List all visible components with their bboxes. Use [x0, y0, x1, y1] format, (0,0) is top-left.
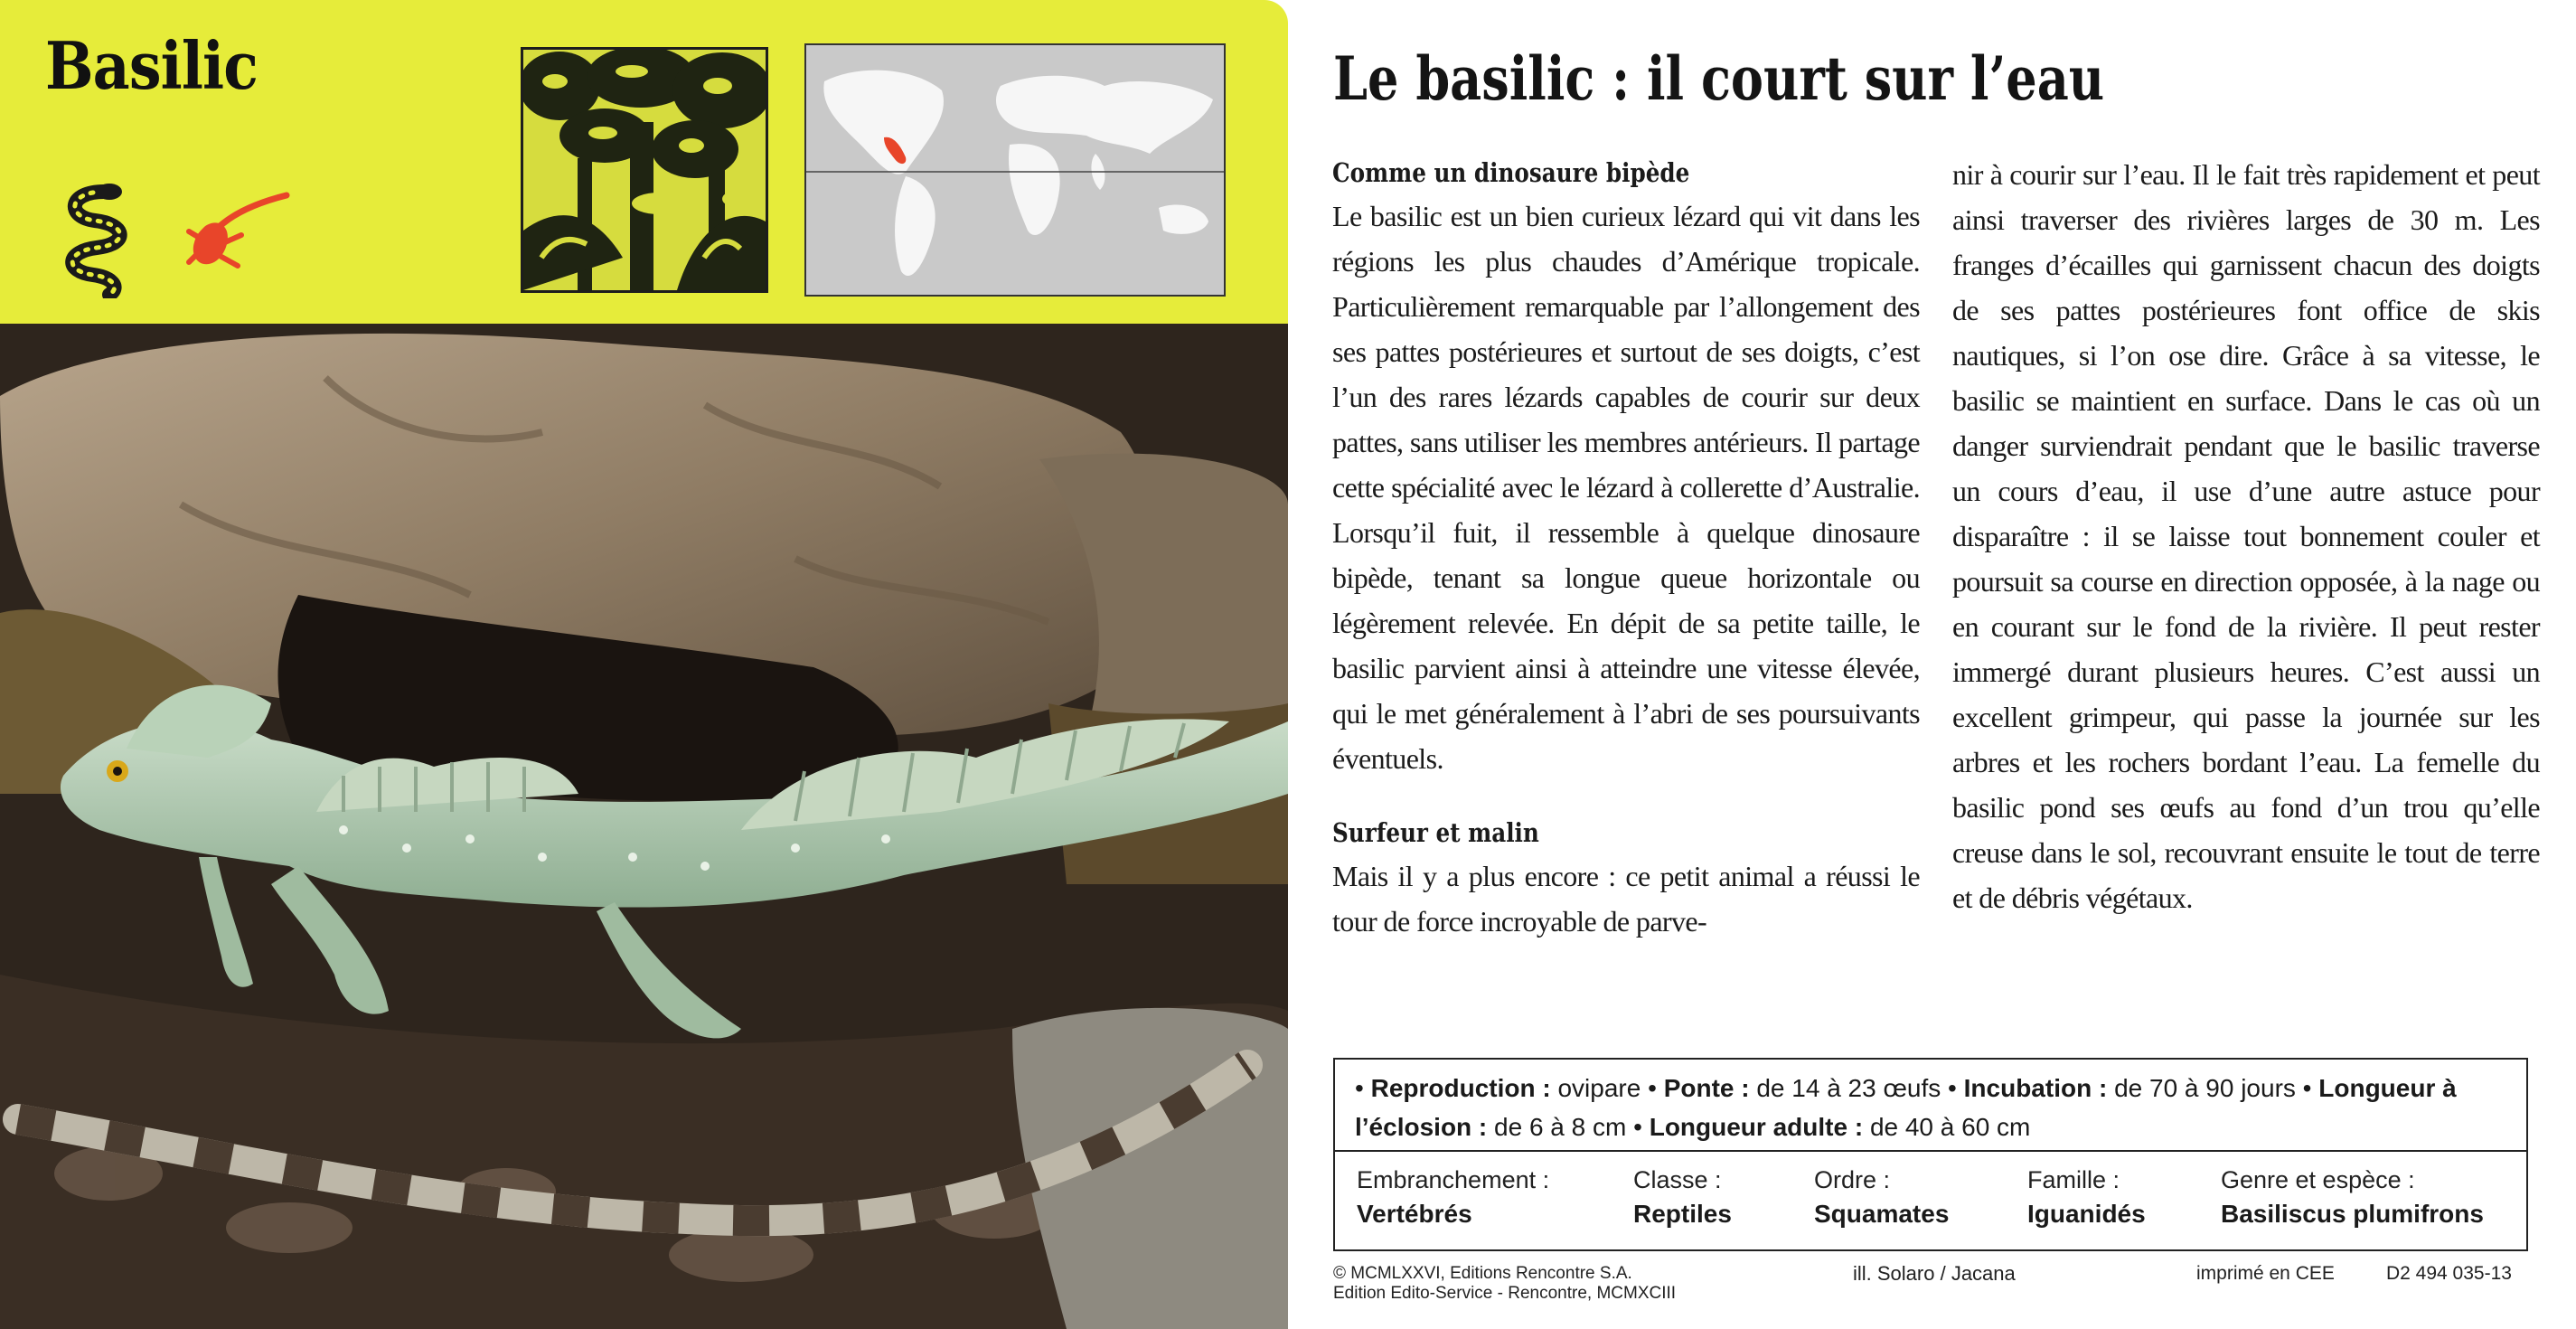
section-text-surfeur-start: Mais il y a plus encore : ce petit animal a réussi le tour de force incroyable de parve-: [1332, 860, 1920, 938]
lizard-icon: [185, 190, 294, 280]
article-page: [1293, 0, 2576, 1329]
facts-box: [1333, 1058, 2528, 1251]
taxonomy-classe: Classe : Reptiles: [1633, 1166, 1732, 1228]
article-title: Le basilic : il court sur l’eau: [1333, 43, 2105, 114]
footer-printed: imprimé en CEE: [2196, 1263, 2335, 1284]
section-heading-dinosaur: Comme un dinosaure bipède: [1332, 157, 1690, 188]
rainforest-habitat-icon: [521, 47, 768, 293]
section-heading-surfeur: Surfeur et malin: [1332, 817, 1539, 848]
section-text-surfeur-continued: nir à courir sur l’eau. Il le fait très rapidement et peut ainsi traverser des rivières larges de 30 m. Les franges d’écailles qui garnissent chacun des doigts de ses pattes postérieures font office de skis nautiques, si l’on ose dire. Grâce à sa vitesse, le basilic se maintient en surface. Dans le cas où un danger surviendrait pendant que le basilic traverse un cours d’eau, il use d’une autre astuce pour disparaître : il se laisse tout bonnement couler et poursuit sa course en direction opposée, à la nage ou en courant sur le fond de la rivière. Il peut rester immergé durant plusieurs heures. C’est aussi un excellent grimpeur, qui passe la journée sur les arbres et les rochers bordant l’eau. La femelle du basilic pond ses œufs au fond d’un trou qu’elle creuse dans le sol, recouvrant ensuite le tout de terre et de débris végétaux.: [1952, 158, 2540, 914]
section-text-dinosaur: Le basilic est un bien curieux lézard qui vit dans les régions les plus chaudes d’Amérique tropicale. Particulièrement remarquable par l’allongement des ses pattes postérieures et surtout de ses doigts, c’est l’un des rares lézards capables de courir sur deux pattes, sans utiliser les membres antérieurs. Il partage cette spécialité avec le lézard à collerette d’Australie. Lorsqu’il fuit, il ressemble à quelque dinosaure bipède, tenant sa longue queue horizontale ou légèrement relevée. En dépit de sa petite taille, le basilic parvient ainsi à atteindre une vitesse élevée, qui le met généralement à l’abri de ses poursuivants éventuels.: [1332, 200, 1920, 775]
fact-incubation: • Incubation : de 70 à 90 jours: [1948, 1074, 2296, 1102]
basilisk-photo: [0, 324, 1288, 1329]
fact-longueur-adulte: • Longueur adulte : de 40 à 60 cm: [1633, 1113, 2031, 1141]
fact-ponte: • Ponte : de 14 à 23 œufs: [1648, 1074, 1941, 1102]
fact-reproduction: • Reproduction : ovipare: [1355, 1074, 1641, 1102]
fact-longueur-eclosion: • Longueur à l’éclosion : de 6 à 8 cm: [1355, 1074, 2457, 1141]
column-left: [1332, 152, 1920, 944]
footer-copyright: © MCMLXXVI, Editions Rencontre S.A. Edition Edito-Service - Rencontre, MCMXCIII: [1333, 1264, 1677, 1303]
footer-credit: ill. Solaro / Jacana: [1853, 1262, 2016, 1285]
facts-line: [1335, 1060, 2526, 1150]
world-map-icon: [804, 43, 1226, 297]
taxonomy-row: [1335, 1150, 2526, 1251]
column-right: [1952, 152, 2540, 920]
taxonomy-embranchement: Embranchement : Vertébrés: [1357, 1166, 1550, 1228]
card-title: Basilic: [45, 27, 258, 104]
taxonomy-genre-espece: Genre et espèce : Basiliscus plumifrons: [2221, 1166, 2484, 1228]
taxonomy-ordre: Ordre : Squamates: [1814, 1166, 1950, 1228]
snake-icon: [50, 181, 158, 298]
footer-reference: D2 494 035-13: [2386, 1263, 2512, 1284]
taxonomy-famille: Famille : Iguanidés: [2027, 1166, 2146, 1228]
